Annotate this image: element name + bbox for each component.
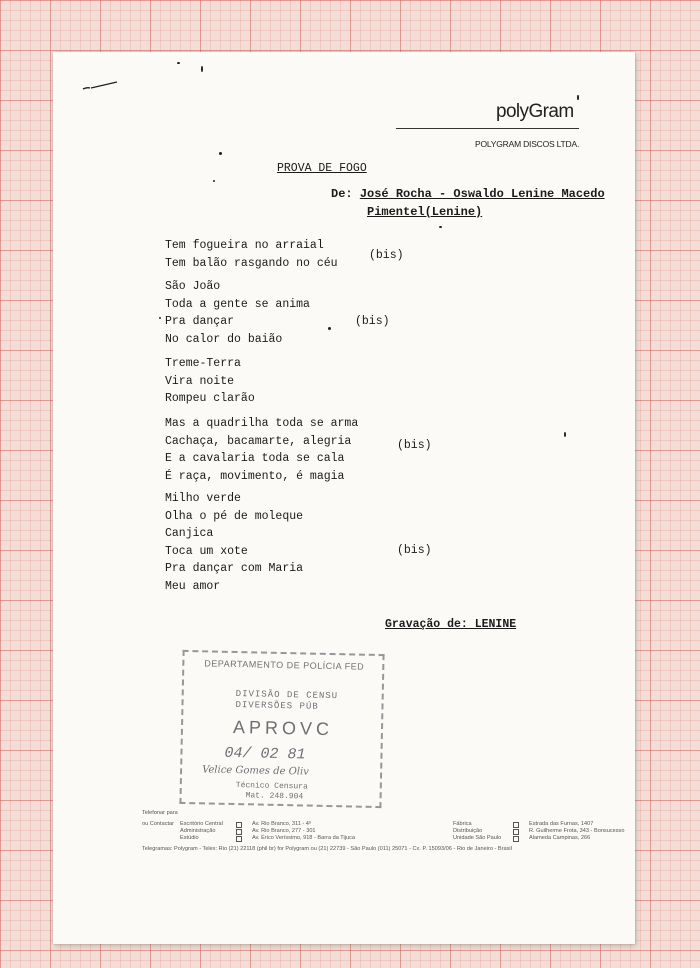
footer-address: Av. Rio Branco, 311 - 4º bbox=[252, 821, 311, 827]
checkbox-icon bbox=[513, 836, 519, 842]
lyric-line: Tem balão rasgando no céu bbox=[165, 256, 338, 270]
stamp-date: 04/ 02 81 bbox=[224, 744, 306, 764]
ink-speck bbox=[177, 62, 180, 64]
lyric-line: Mas a quadrilha toda se arma bbox=[165, 417, 359, 430]
lyric-line: Meu amor bbox=[165, 579, 221, 593]
footer-office: Administração bbox=[180, 828, 216, 834]
footer-office: Estúdio bbox=[180, 835, 199, 841]
company-name: POLYGRAM DISCOS LTDA. bbox=[475, 139, 580, 149]
lyric-line: Olha o pé de moleque bbox=[165, 509, 304, 523]
checkbox-icon bbox=[513, 829, 519, 835]
credits-line-2 bbox=[331, 205, 605, 223]
stanza-1 bbox=[165, 237, 338, 272]
ink-speck bbox=[564, 432, 566, 437]
checkbox-icon bbox=[513, 822, 519, 828]
footer-address: R. Guilherme Frota, 343 - Bonsucesso bbox=[529, 828, 625, 834]
footer-telegram-line: Telegramas: Polygram - Telex: Rio (21) 22118 (phil br) for Polygram ou (21) 22739 - São Paulo (011) 25071 - Cx. P. 15093/06 - Rio de Janeiro - Brasil bbox=[142, 846, 512, 852]
lyric-line: Milho verde bbox=[165, 492, 241, 505]
credits-authors: José Rocha - Oswaldo Lenine Macedo bbox=[359, 187, 605, 201]
lyric-line: Toda a gente se anima bbox=[165, 297, 310, 311]
lyric-line: Pra dançar bbox=[165, 315, 235, 328]
footer-office: Escritório Central bbox=[180, 821, 223, 827]
ink-speck bbox=[213, 180, 215, 182]
lyric-line: Tem fogueira no arraial bbox=[165, 239, 324, 252]
footer-address: Av. Rio Branco, 277 - 301 bbox=[252, 828, 316, 834]
ink-speck bbox=[159, 317, 161, 319]
footer-office: Unidade São Paulo bbox=[453, 835, 502, 841]
stamp-signature: Velice Gomes de Oliv bbox=[202, 764, 310, 778]
stamp-approved: APROVC bbox=[232, 716, 334, 740]
ink-speck bbox=[219, 152, 222, 155]
credits-alias: Pimentel(Lenine) bbox=[367, 205, 483, 219]
lyric-line: São João bbox=[165, 280, 221, 293]
bis-marker: (bis) bbox=[397, 439, 432, 452]
ink-speck bbox=[577, 95, 579, 100]
song-credits bbox=[331, 187, 605, 223]
checkbox-icon bbox=[236, 822, 242, 828]
ink-speck bbox=[201, 66, 203, 72]
lyric-line: Toca um xote bbox=[165, 544, 248, 558]
lyric-line: E a cavalaria toda se cala bbox=[165, 452, 345, 465]
lyric-line: Treme-Terra bbox=[165, 357, 241, 370]
ink-speck bbox=[439, 226, 442, 228]
stamp-subdivision: DIVERSÕES PÚB bbox=[235, 700, 319, 712]
footer-address: Alameda Campinas, 266 bbox=[529, 835, 591, 841]
bis-marker: (bis) bbox=[355, 315, 390, 328]
footer-sublabel: ou Contactar bbox=[142, 821, 175, 827]
footer-office: Distribuição bbox=[453, 828, 483, 834]
lyric-line: É raça, movimento, é magia bbox=[165, 469, 345, 483]
polygram-logo: polyGram bbox=[496, 101, 574, 122]
stamp-role: Técnico Censura bbox=[235, 781, 308, 792]
credits-line-1 bbox=[331, 187, 605, 205]
stamp-registration: Mat. 248.904 bbox=[245, 791, 304, 802]
lyric-line: Canjica bbox=[165, 527, 214, 540]
stanza-3 bbox=[165, 355, 255, 408]
stamp-division: DIVISÃO DE CENSU bbox=[235, 689, 339, 702]
lyric-line: No calor do baião bbox=[165, 332, 283, 346]
credits-prefix: De: bbox=[331, 187, 353, 201]
lyric-line: Rompeu clarão bbox=[165, 392, 255, 405]
document-page bbox=[53, 52, 635, 944]
song-title: PROVA DE FOGO bbox=[277, 162, 367, 175]
footer-office: Fábrica bbox=[453, 821, 472, 827]
lyric-line: Cachaça, bacamarte, alegria bbox=[165, 434, 352, 448]
bis-marker: (bis) bbox=[369, 249, 404, 262]
checkbox-icon bbox=[236, 829, 242, 835]
pen-mark bbox=[81, 80, 121, 92]
lyric-line: Vira noite bbox=[165, 374, 235, 388]
stamp-department: DEPARTAMENTO DE POLÍCIA FED bbox=[204, 658, 365, 672]
footer-label: Telefonar para bbox=[142, 810, 178, 816]
checkbox-icon bbox=[236, 836, 242, 842]
lyric-line: Pra dançar com Maria bbox=[165, 562, 304, 575]
footer-address: Av. Érico Veríssimo, 918 - Barra da Tijuca bbox=[252, 835, 356, 841]
stanza-4 bbox=[165, 415, 358, 485]
footer-address: Estrada das Furnas, 1407 bbox=[529, 821, 594, 827]
bis-marker: (bis) bbox=[397, 544, 432, 557]
recording-credit: Gravação de: LENINE bbox=[385, 618, 517, 631]
stanza-5 bbox=[165, 490, 303, 595]
censorship-stamp bbox=[179, 650, 384, 808]
logo-rule bbox=[396, 128, 579, 129]
ink-speck bbox=[328, 327, 331, 330]
stanza-2 bbox=[165, 278, 310, 348]
